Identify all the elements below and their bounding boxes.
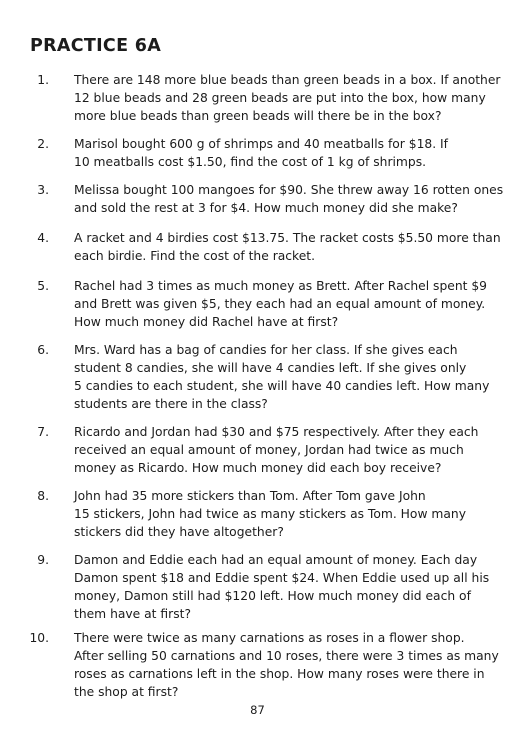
problem-line: received an equal amount of money, Jordan had twice as much [74, 443, 464, 457]
problem-line: stickers did they have altogether? [74, 525, 284, 539]
problem-line: After selling 50 carnations and 10 roses, there were 3 times as many [74, 649, 499, 663]
page-title: PRACTICE 6A [30, 36, 162, 56]
problem-line: Mrs. Ward has a bag of candies for her class. If she gives each [74, 343, 458, 357]
problem-number: 7. [37, 425, 49, 439]
problem-number: 3. [37, 183, 49, 197]
problem-line: There are 148 more blue beads than green beads in a box. If another [74, 73, 501, 87]
problem-line: money as Ricardo. How much money did each boy receive? [74, 461, 442, 475]
problem-text [74, 181, 504, 217]
problem-line: 12 blue beads and 28 green beads are put into the box, how many [74, 91, 486, 105]
problem-line: A racket and 4 birdies cost $13.75. The racket costs $5.50 more than [74, 231, 501, 245]
problem-number: 9. [37, 553, 49, 567]
problem-line: Marisol bought 600 g of shrimps and 40 meatballs for $18. If [74, 137, 449, 151]
page-number: 87 [250, 703, 265, 717]
problem-number: 6. [37, 343, 49, 357]
problem-text [74, 487, 504, 541]
problem-line: Damon and Eddie each had an equal amount of money. Each day [74, 553, 478, 567]
problem-text [74, 135, 504, 171]
problem-line: How much money did Rachel have at first? [74, 315, 339, 329]
problem-line: roses as carnations left in the shop. How many roses were there in [74, 667, 485, 681]
problem-text [74, 229, 504, 265]
problem-line: Melissa bought 100 mangoes for $90. She threw away 16 rotten ones [74, 183, 504, 197]
problem-text [74, 277, 504, 331]
problem-line: John had 35 more stickers than Tom. After Tom gave John [74, 489, 426, 503]
problem-number: 2. [37, 137, 49, 151]
problem-line: Ricardo and Jordan had $30 and $75 respectively. After they each [74, 425, 479, 439]
problem-text [74, 341, 504, 413]
problem-line: the shop at first? [74, 685, 179, 699]
problem-line: student 8 candies, she will have 4 candies left. If she gives only [74, 361, 467, 375]
problem-line: money, Damon still had $120 left. How much money did each of [74, 589, 471, 603]
problem-number: 1. [37, 73, 49, 87]
problem-line: 5 candies to each student, she will have 40 candies left. How many [74, 379, 490, 393]
problem-line: and sold the rest at 3 for $4. How much money did she make? [74, 201, 458, 215]
problem-number: 4. [37, 231, 49, 245]
problem-number: 8. [37, 489, 49, 503]
problem-text [74, 423, 504, 477]
problem-text [74, 629, 504, 701]
problem-line: them have at first? [74, 607, 191, 621]
problem-text [74, 71, 504, 125]
problem-line: more blue beads than green beads will there be in the box? [74, 109, 442, 123]
problem-line: Rachel had 3 times as much money as Brett. After Rachel spent $9 [74, 279, 488, 293]
problem-number: 10. [29, 631, 49, 645]
problem-line: each birdie. Find the cost of the racket. [74, 249, 316, 263]
problem-line: 10 meatballs cost $1.50, find the cost of 1 kg of shrimps. [74, 155, 427, 169]
problem-line: There were twice as many carnations as roses in a flower shop. [74, 631, 465, 645]
problem-line: and Brett was given $5, they each had an equal amount of money. [74, 297, 486, 311]
problem-line: students are there in the class? [74, 397, 268, 411]
problem-line: 15 stickers, John had twice as many stickers as Tom. How many [74, 507, 466, 521]
problem-line: Damon spent $18 and Eddie spent $24. When Eddie used up all his [74, 571, 490, 585]
problem-text [74, 551, 504, 623]
problem-number: 5. [37, 279, 49, 293]
